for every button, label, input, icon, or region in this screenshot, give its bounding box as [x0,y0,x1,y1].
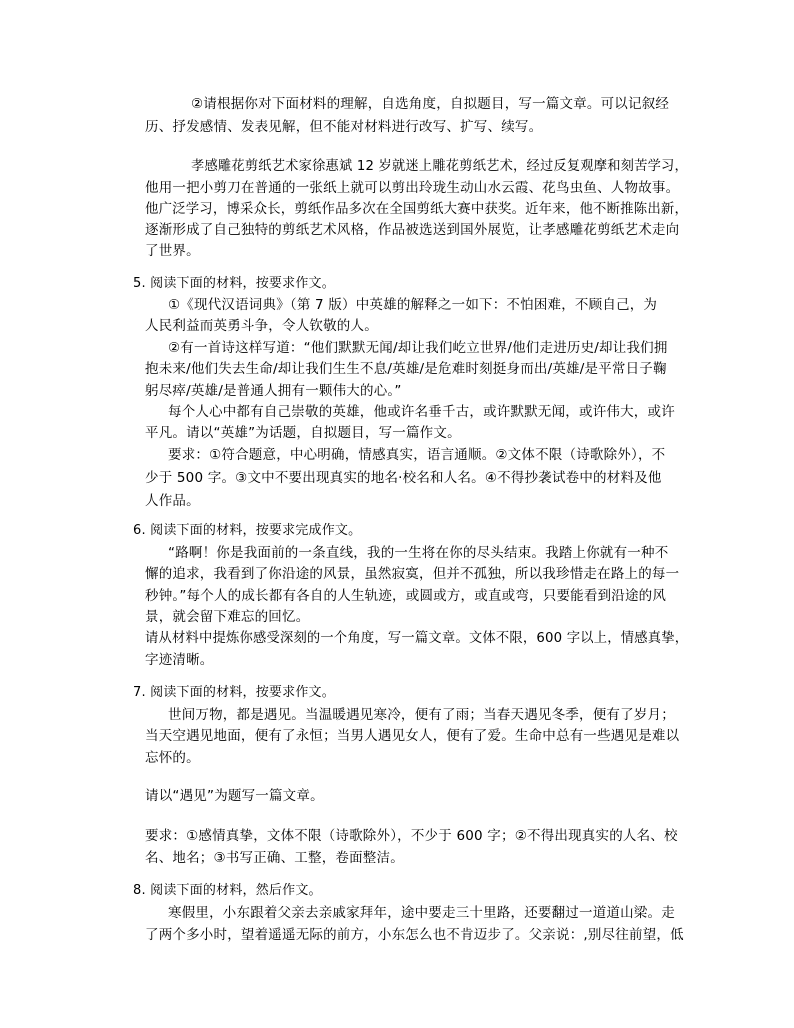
question-7-requirements: 要求：①感情真挚，文体不限（诗歌除外），不少于 600 字；②不得出现真实的人名、校 [145,828,678,844]
question-5-heading: 5. 阅读下面的材料，按要求作文。 [133,276,335,291]
question-7-requirements: 名、地名；③书写正确、工整，卷面整洁。 [145,850,404,866]
question-7-heading: 7. 阅读下面的材料，按要求作文。 [133,685,335,700]
question-8-line: 寒假里，小东跟着父亲去亲戚家拜年，途中要走三十里路，还要翻过一道道山梁。走 [168,905,675,921]
material-line: 逐渐形成了自己独特的剪纸艺术风格，作品被选送到国外展览，让孝感雕花剪纸艺术走向 [145,222,680,238]
question-7-line: 忘怀的。 [145,750,200,766]
question-6-line: “路啊！你是我面前的一条直线，我的一生将在你的尽头结束。我踏上你就有一种不 [168,545,669,561]
question-6-heading: 6. 阅读下面的材料，按要求完成作文。 [133,523,362,538]
instruction-line: 历、抒发感情、发表见解，但不能对材料进行改写、扩写、续写。 [145,119,543,135]
question-5-requirements: 少于 500 字。③文中不要出现真实的地名·校名和人名。④不得抄袭试卷中的材料及他 [145,470,662,486]
question-6-line: 秒钟。”每个人的成长都有各自的人生轨迹，或圆或方，或直或弯，只要能看到沿途的风 [145,588,667,604]
question-7-prompt: 请以“遇见”为题写一篇文章。 [145,788,324,804]
question-7-line: 当天空遇见地面，便有了永恒；当男人遇见女人，便有了爱。生命中总有一些遇见是难以 [145,728,680,744]
question-6-line: 请从材料中提炼你感受深刻的一个角度，写一篇文章。文体不限，600 字以上，情感真挚， [145,630,689,646]
question-8-line: 了两个多小时，望着遥遥无际的前方，小东怎么也不肯迈步了。父亲说：,别尽往前望，低 [145,927,684,943]
question-5-requirements: 人作品。 [145,493,200,509]
question-5-line: 每个人心中都有自己崇敬的英雄，他或许名垂千古，或许默默无闻，或许伟大，或许 [168,404,675,420]
question-6-line: 字迹清晰。 [145,652,214,668]
question-7-line: 世间万物，都是遇见。当温暖遇见寒冷，便有了雨；当春天遇见冬季，便有了岁月； [168,707,675,723]
question-5-line: 平凡。请以“英雄”为话题，自拟题目，写一篇作文。 [145,425,461,441]
instruction-line: ②请根据你对下面材料的理解，自选角度，自拟题目，写一篇文章。可以记叙经 [191,96,670,112]
question-5-line: ②有一首诗这样写道：“他们默默无闻/却让我们屹立世界/他们走进历史/却让我们拥 [168,340,668,356]
material-line: 他用一把小剪刀在普通的一张纸上就可以剪出玲珑生动山水云霞、花鸟虫鱼、人物故事。 [145,180,680,196]
material-line: 孝感雕花剪纸艺术家徐惠斌 12 岁就迷上雕花剪纸艺术，经过反复观摩和刻苦学习， [191,158,688,174]
material-line: 了世界。 [145,243,200,259]
question-5-line: 人民利益而英勇斗争，令人钦敬的人。 [145,318,378,334]
question-5-requirements: 要求：①符合题意，中心明确，情感真实，语言通顺。②文体不限（诗歌除外），不 [168,447,666,463]
question-5-line: ①《现代汉语词典》（第 7 版）中英雄的解释之一如下：不怕困难，不顾自己，为 [168,297,658,313]
question-6-line: 懈的追求，我看到了你沿途的风景，虽然寂寞，但并不孤独，所以我珍惜走在路上的每一 [145,566,680,582]
question-5-line: 抱未来/他们失去生命/却让我们生生不息/英雄/是危难时刻挺身而出/英雄/是平常日子鞠 [145,361,667,377]
material-line: 他广泛学习，博采众长，剪纸作品多次在全国剪纸大赛中获奖。近年来，他不断推陈出新， [145,201,689,217]
question-5-line: 躬尽瘁/英雄/是普通人拥有一颗伟大的心。” [145,383,402,399]
question-6-line: 景，就会留下难忘的回忆。 [145,609,310,625]
question-8-heading: 8. 阅读下面的材料，然后作文。 [133,883,322,898]
